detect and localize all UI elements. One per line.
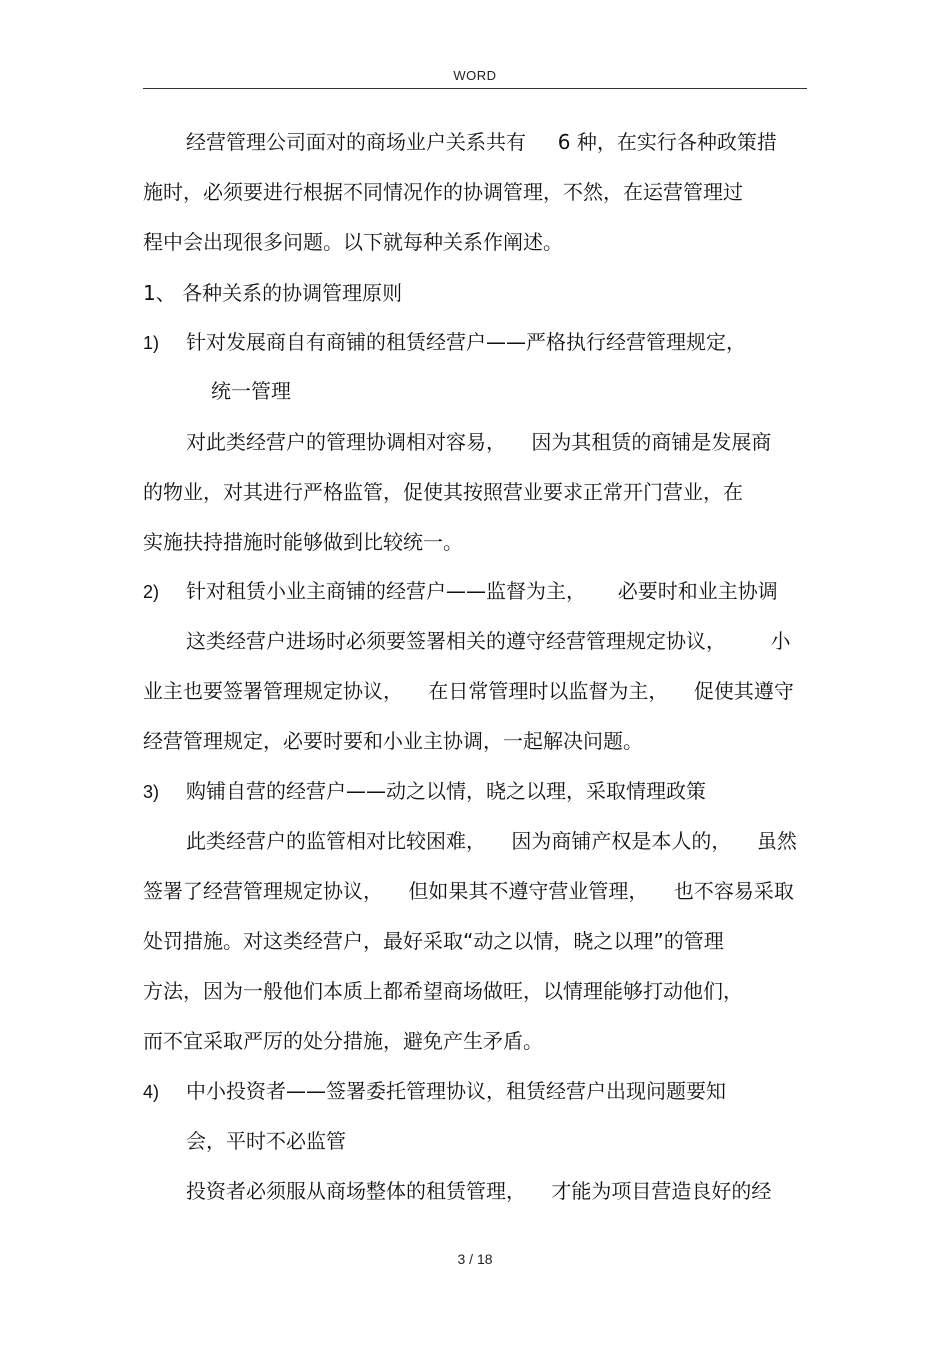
item-heading: 中小投资者——签署委托管理协议，租赁经营户出现问题要知 [186, 1079, 726, 1103]
text-line: 施时，必须要进行根据不同情况作的协调管理，不然，在运营管理过 [143, 180, 743, 204]
item-heading: 针对租赁小业主商铺的经营户——监督为主， 必要时和业主协调 [186, 579, 778, 603]
text-line: 的物业，对其进行严格监管，促使其按照营业要求正常开门营业，在 [143, 480, 743, 504]
text-line: 签署了经营管理规定协议， 但如果其不遵守营业管理， 也不容易采取 [143, 879, 794, 903]
item-heading: 针对发展商自有商铺的租赁经营户——严格执行经营管理规定， [186, 330, 746, 354]
item-number: 3) [143, 782, 160, 802]
text-line: 对此类经营户的管理协调相对容易， 因为其租赁的商铺是发展商 [186, 430, 772, 454]
item-heading-continued: 会，平时不必监管 [186, 1129, 346, 1153]
text-line: 经营管理规定，必要时要和小业主协调，一起解决问题。 [143, 729, 643, 753]
text-line: 这类经营户进场时必须要签署相关的遵守经营管理规定协议， 小 [186, 629, 791, 653]
text-line: 此类经营户的监管相对比较困难， 因为商铺产权是本人的， 虽然 [186, 829, 797, 853]
text-line: 方法，因为一般他们本质上都希望商场做旺，以情理能够打动他们， [143, 979, 743, 1003]
header-divider [143, 88, 807, 89]
item-number: 2) [143, 582, 160, 602]
text-line: 处罚措施。对这类经营户，最好采取“动之以情，晓之以理”的管理 [143, 929, 724, 953]
text-line: 程中会出现很多问题。以下就每种关系作阐述。 [143, 230, 563, 254]
page-header: WORD [453, 68, 497, 83]
text-line: 业主也要签署管理规定协议， 在日常管理时以监督为主， 促使其遵守 [143, 679, 794, 703]
section-heading: 1、 各种关系的协调管理原则 [143, 281, 403, 305]
page-number: 3 / 18 [457, 1251, 493, 1267]
item-heading-continued: 统一管理 [211, 379, 291, 403]
text-line: 实施扶持措施时能够做到比较统一。 [143, 530, 463, 554]
item-heading: 购铺自营的经营户——动之以情，晓之以理，采取情理政策 [186, 779, 706, 803]
text-line: 经营管理公司面对的商场业户关系共有 6 种，在实行各种政策措 [186, 130, 777, 154]
item-number: 1) [143, 333, 160, 353]
text-line: 投资者必须服从商场整体的租赁管理， 才能为项目营造良好的经 [186, 1179, 772, 1203]
text-line: 而不宜采取严厉的处分措施，避免产生矛盾。 [143, 1029, 543, 1053]
item-number: 4) [143, 1082, 160, 1102]
